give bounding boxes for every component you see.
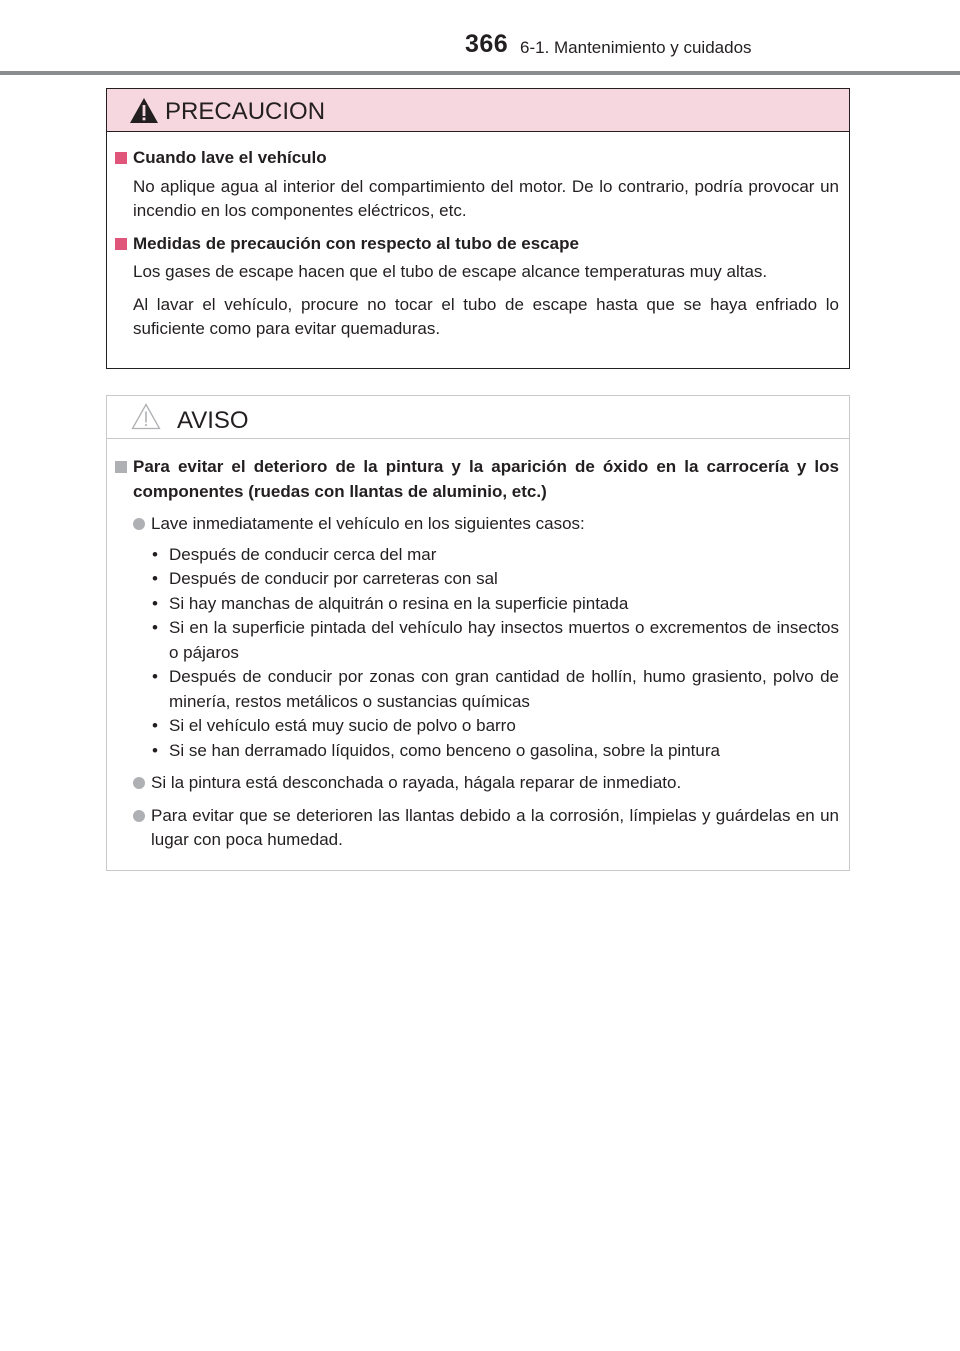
precaucion-heading-escape: Medidas de precaución con respecto al tubo de escape <box>107 232 839 257</box>
warning-triangle-filled-icon <box>129 97 159 124</box>
header-rule <box>0 71 960 75</box>
precaucion-box <box>106 88 850 369</box>
section-title: 6-1. Mantenimiento y cuidados <box>520 38 752 57</box>
list-item: • Después de conducir cerca del mar <box>152 544 437 564</box>
list-item: • Si el vehículo está muy sucio de polvo o barro <box>152 716 516 735</box>
round-bullet-icon <box>133 777 145 789</box>
page-header <box>0 0 960 80</box>
round-bullet-icon <box>133 810 145 822</box>
square-bullet-icon <box>115 461 127 473</box>
precaucion-body <box>107 132 849 342</box>
aviso-heading: Para evitar el deterioro de la pintura y la aparición de óxido en la carrocería y los componentes (ruedas con llantas de aluminio, etc.) <box>107 455 839 504</box>
aviso-item-pintura: Si la pintura está desconchada o rayada, hágala reparar de inmediato. <box>107 771 839 796</box>
aviso-cases-list <box>107 543 839 764</box>
page-number: 366 <box>465 30 509 58</box>
aviso-item-llantas: Para evitar que se deterioren las llantas debido a la corrosión, límpielas y guárdelas en un lugar con poca humedad. <box>107 804 839 853</box>
list-item: • Después de conducir por zonas con gran cantidad de hollín, humo grasiento, polvo de minería, restos metálicos o sustancias químicas <box>152 667 839 711</box>
list-item: • Si se han derramado líquidos, como benceno o gasolina, sobre la pintura <box>152 740 720 760</box>
square-bullet-icon <box>115 238 127 250</box>
aviso-item-lavar: Lave inmediatamente el vehículo en los siguientes casos: <box>107 512 839 537</box>
aviso-title: AVISO <box>177 407 249 434</box>
precaucion-title: PRECAUCION <box>165 98 326 125</box>
square-bullet-icon <box>115 152 127 164</box>
precaucion-text-escape-2: Al lavar el vehículo, procure no tocar el tubo de escape hasta que se haya enfriado lo suficiente como para evitar quemaduras. <box>133 294 839 338</box>
aviso-header <box>107 396 849 439</box>
round-bullet-icon <box>133 518 145 530</box>
list-item: • Si hay manchas de alquitrán o resina en la superficie pintada <box>152 593 629 613</box>
precaucion-text-lavado: No aplique agua al interior del compartimiento del motor. De lo contrario, podría provocar un incendio en los componentes eléctricos, etc. <box>133 176 839 220</box>
precaucion-text-escape-1: Los gases de escape hacen que el tubo de escape alcance temperaturas muy altas. <box>133 262 768 281</box>
aviso-box <box>106 395 850 871</box>
warning-triangle-outline-icon <box>131 403 161 430</box>
precaucion-heading-lavado: Cuando lave el vehículo <box>107 146 839 171</box>
aviso-body <box>107 439 849 853</box>
precaucion-header <box>107 89 849 132</box>
list-item: • Si en la superficie pintada del vehículo hay insectos muertos o excrementos de insectos o pájaros <box>152 618 839 662</box>
list-item: • Después de conducir por carreteras con sal <box>152 569 498 588</box>
